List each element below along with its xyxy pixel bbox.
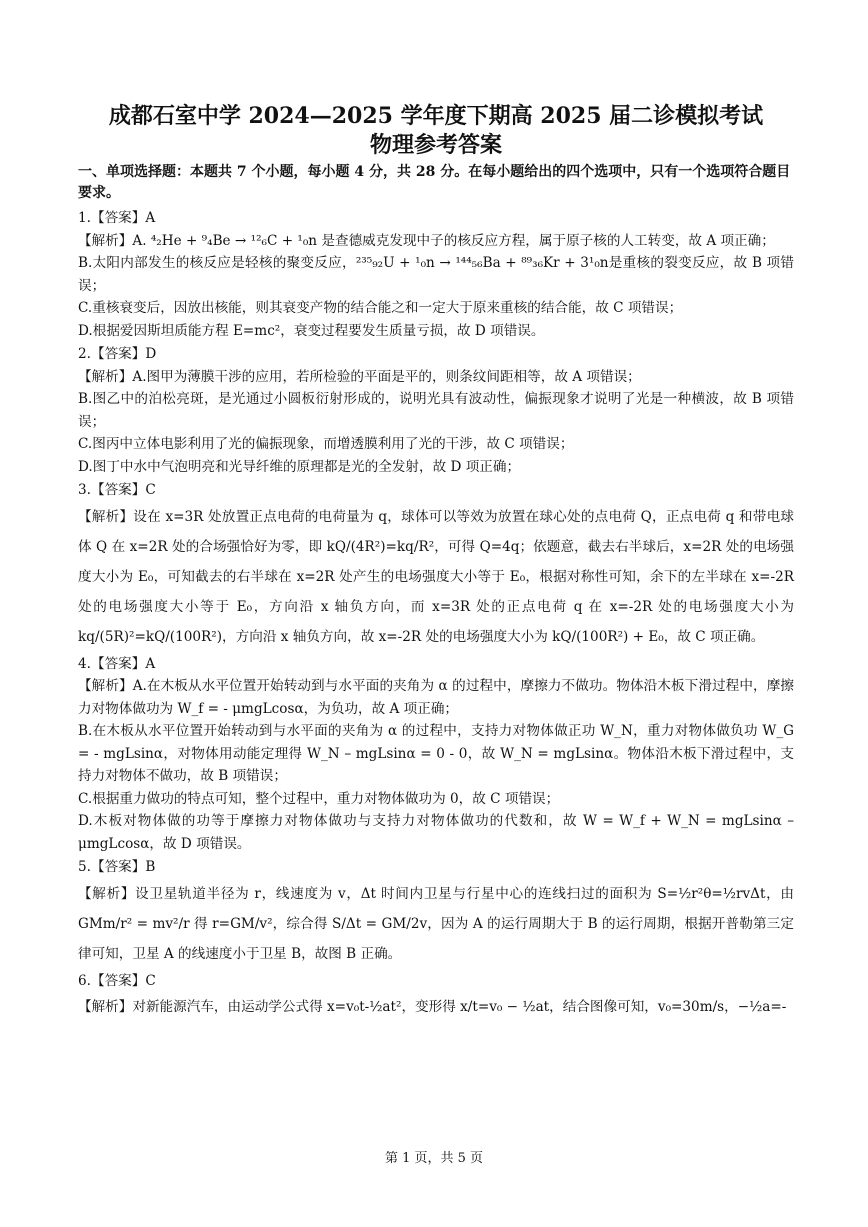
analysis-4c: C.根据重力做功的特点可知，整个过程中，重力对物体做功为 0，故 C 项错误； [78, 790, 560, 807]
analysis-2d: D.图丁中水中气泡明亮和光导纤维的原理都是光的全发射，故 D 项正确； [78, 458, 521, 475]
page-footer: 第 1 页，共 5 页 [384, 1151, 484, 1166]
answer-5: 5.【答案】B [78, 859, 156, 875]
analysis-1d: D.根据爱因斯坦质能方程 E=mc²，衰变过程要发生质量亏损，故 D 项错误。 [78, 322, 545, 339]
analysis-5: 【解析】设卫星轨道半径为 r，线速度为 v，Δt 时间内卫星与行星中心的连线扫过的面积为 S=½r²θ=½rvΔt，由 GMm/r² = mv²/r 得 r=GM/v²，综合得 S/Δt = GM/2v，因为 A 的运行周期大于 B 的运行周期，根据开普勒第三定律可知，卫星 A 的线速度小于卫星 B，故图 B 正确。 [78, 885, 794, 962]
analysis-6: 【解析】对新能源汽车，由运动学公式得 x=v₀t-½at²，变形得 x/t=v₀ − ½at，结合图像可知，v₀=30m/s，−½a=- [78, 999, 787, 1015]
analysis-2c: C.图丙中立体电影利用了光的偏振现象，而增透膜利用了光的干涉，故 C 项错误； [78, 436, 574, 452]
answer-1: 1.【答案】A [78, 210, 156, 226]
answer-3: 3.【答案】C [78, 482, 156, 498]
document-page [78, 102, 794, 1022]
analysis-1c: C.重核衰变后，因放出核能，则其衰变产物的结合能之和一定大于原来重核的结合能，故 C 项错误； [78, 300, 683, 316]
analysis-2a: 【解析】A.图甲为薄膜干涉的应用，若所检验的平面是平的，则条纹间距相等，故 A 项错误； [78, 368, 641, 385]
analysis-4d: D.木板对物体做的功等于摩擦力对物体做功与支持力对物体做功的代数和，故 W = W_f + W_N = mgLsinα – μmgLcosα，故 D 项错误。 [78, 813, 794, 852]
analysis-1a: 【解析】A. ⁴₂He + ⁹₄Be → ¹²₆C + ¹₀n 是查德威克发现中子的核反应方程，属于原子核的人工转变，故 A 项正确； [78, 232, 775, 249]
analysis-1b: B.太阳内部发生的核反应是轻核的聚变反应，²³⁵₉₂U + ¹₀n → ¹⁴⁴₅₆Ba + ⁸⁹₃₆Kr + 3¹₀n是重核的裂变反应，故 B 项错误； [78, 255, 794, 294]
page-subtitle: 物理参考答案 [369, 132, 502, 158]
analysis-2b: B.图乙中的泊松亮斑，是光通过小圆板衍射形成的，说明光具有波动性，偏振现象才说明了光是一种横波，故 B 项错误； [78, 391, 794, 430]
page-title: 成都石室中学 2024—2025 学年度下期高 2025 届二诊模拟考试 [108, 103, 764, 129]
answer-2: 2.【答案】D [78, 346, 157, 362]
section-heading: 一、单项选择题：本题共 7 个小题，每小题 4 分，共 28 分。在每小题给出的四个选项中，只有一个选项符合题目要求。 [78, 164, 791, 201]
answer-6: 6.【答案】C [78, 972, 156, 989]
answer-4: 4.【答案】A [78, 655, 156, 672]
analysis-4a: 【解析】A.在木板从水平位置开始转动到与水平面的夹角为 α 的过程中，摩擦力不做功。物体沿木板下滑过程中，摩擦力对物体做功为 W_f = - μmgLcosα，为负功，故 A 项正确； [78, 678, 794, 717]
analysis-3: 【解析】设在 x=3R 处放置正点电荷的电荷量为 q，球体可以等效为放置在球心处的点电荷 Q，正点电荷 q 和带电球体 Q 在 x=2R 处的合场强恰好为零，即 kQ/(4R²)=kq/R²，可得 Q=4q；依题意，截去右半球后，x=2R 处的电场强度大小为 E₀，可知截去的右半球在 x=2R 处产生的电场强度大小等于 E₀，根据对称性可知，余下的左半球在 x=-2R 处的电场强度大小等于 E₀，方向沿 x 轴负方向，而 x=3R 处的正点电荷 q 在 x=-2R 处的电场强度大小为 kq/(5R)²=kQ/(100R²)，方向沿 x 轴负方向，故 x=-2R 处的电场强度大小为 kQ/(100R²) + E₀，故 C 项正确。 [78, 508, 794, 645]
analysis-4b: B.在木板从水平位置开始转动到与水平面的夹角为 α 的过程中，支持力对物体做正功 W_N，重力对物体做负功 W_G = - mgLsinα，对物体用动能定理得 W_N – mgLsinα = 0 - 0，故 W_N = mgLsinα。物体沿木板下滑过程中，支持力对物体不做功，故 B 项错误； [78, 723, 794, 784]
